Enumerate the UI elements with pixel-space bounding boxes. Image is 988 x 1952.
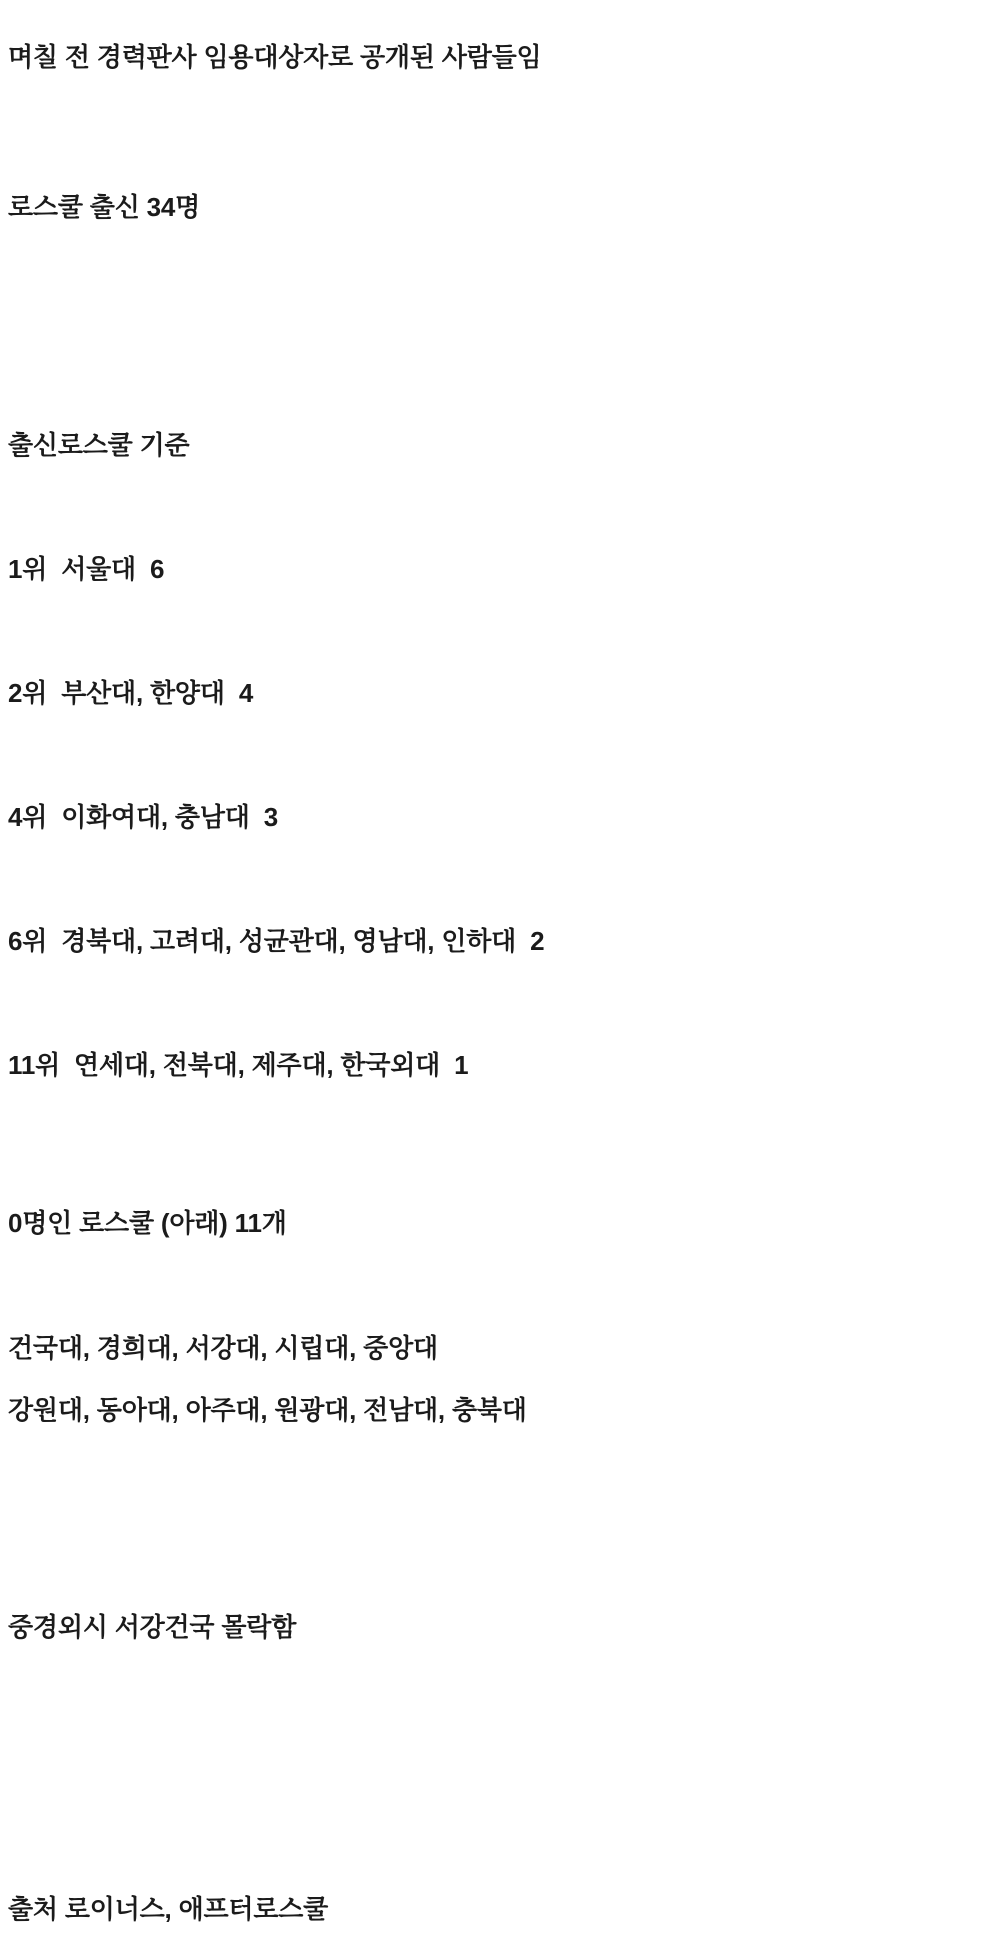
ranking-list <box>8 552 988 1082</box>
intro-line-2: 로스쿨 출신 34명 <box>8 192 201 222</box>
spacer <box>8 250 988 402</box>
ranking-row: 11위 연세대, 전북대, 제주대, 한국외대 1 <box>8 1050 469 1080</box>
ranking-row: 6위 경북대, 고려대, 성균관대, 영남대, 인하대 2 <box>8 926 545 956</box>
spacer <box>8 462 988 526</box>
zero-schools-row: 강원대, 동아대, 아주대, 원광대, 전남대, 충북대 <box>8 1395 527 1425</box>
spacer <box>8 1670 988 1866</box>
ranking-row: 1위 서울대 6 <box>8 554 165 584</box>
zero-schools-list <box>8 1330 988 1428</box>
ranking-row: 4위 이화여대, 충남대 3 <box>8 802 278 832</box>
spacer <box>8 1240 988 1304</box>
ranking-heading: 출신로스쿨 기준 <box>8 430 190 460</box>
spacer <box>8 958 988 1022</box>
zero-schools-row: 건국대, 경희대, 서강대, 시립대, 중앙대 <box>8 1333 438 1363</box>
spacer <box>8 1082 988 1180</box>
spacer <box>8 100 988 164</box>
spacer <box>8 1454 988 1584</box>
spacer <box>8 710 988 774</box>
comment-line: 중경외시 서강건국 몰락함 <box>8 1612 297 1642</box>
zero-schools-heading: 0명인 로스쿨 (아래) 11개 <box>8 1208 287 1238</box>
spacer <box>8 834 988 898</box>
ranking-row: 2위 부산대, 한양대 4 <box>8 678 254 708</box>
source-line: 출처 로이너스, 애프터로스쿨 <box>8 1894 329 1924</box>
spacer <box>8 586 988 650</box>
intro-line-1: 며칠 전 경력판사 임용대상자로 공개된 사람들임 <box>8 42 542 72</box>
